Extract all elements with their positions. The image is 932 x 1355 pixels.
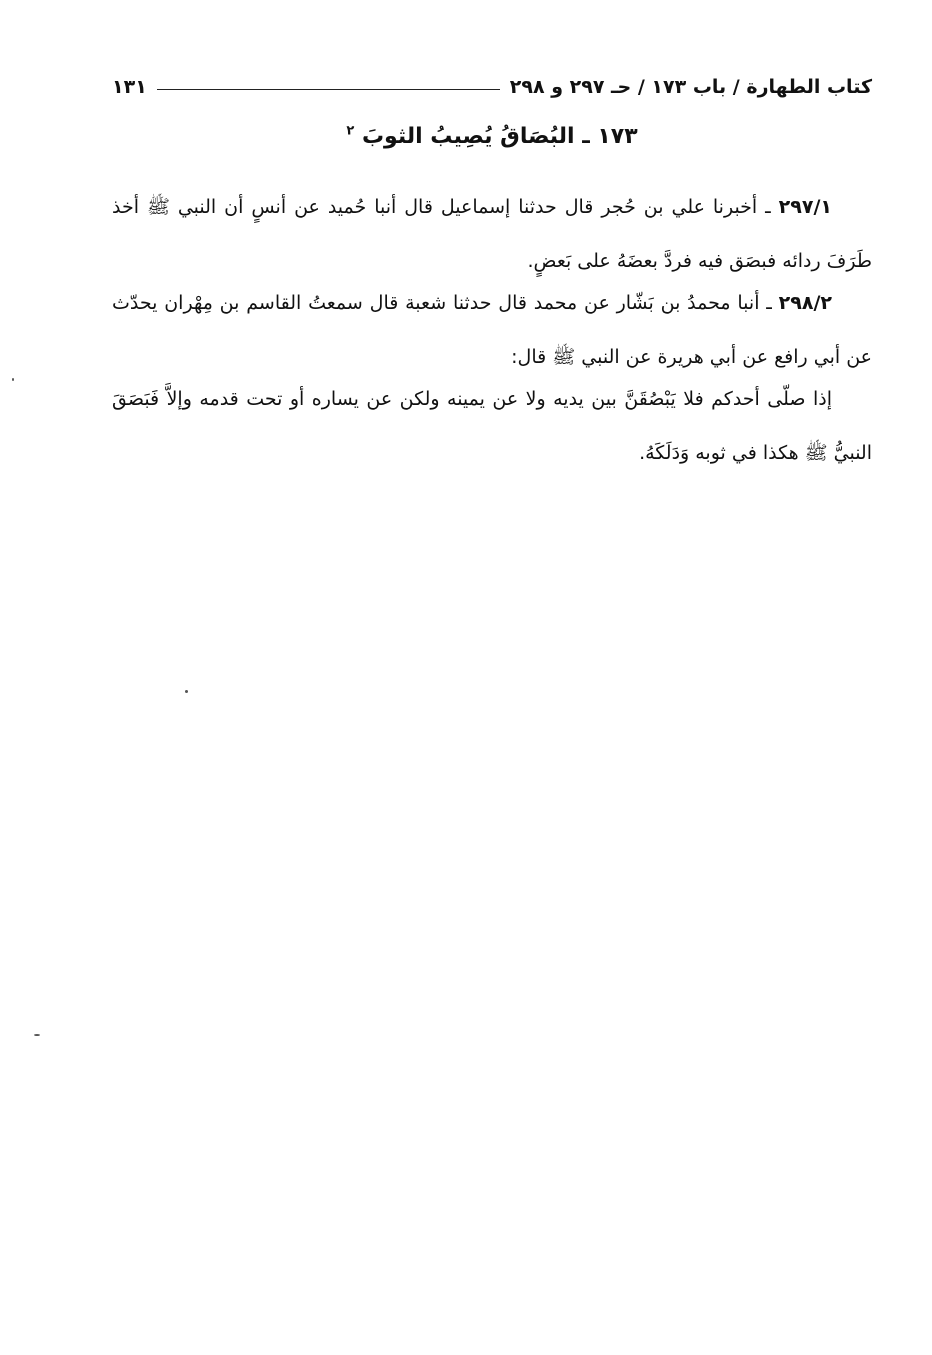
hadith-text: ـ أخبرنا علي بن حُجر قال حدثنا إسماعيل قال أنبا حُميد عن أنسٍ أن النبي ﷺ أخذ طَرَفَ ردائه فبصَق فيه فردَّ بعضَهُ على بَعضٍ. bbox=[112, 196, 872, 272]
scan-speck bbox=[185, 690, 188, 693]
running-header-title: كتاب الطهارة / باب ١٧٣ / حـ ٢٩٧ و ٢٩٨ bbox=[509, 76, 872, 98]
page-number: ١٣١ bbox=[112, 76, 147, 98]
scan-speck bbox=[12, 378, 14, 381]
chapter-heading bbox=[112, 120, 872, 154]
header-rule bbox=[157, 89, 500, 90]
hadith-number: ٢٩٧/١ bbox=[778, 196, 832, 218]
running-header bbox=[112, 70, 872, 104]
hadith-paragraph-297 bbox=[112, 180, 872, 288]
footnote-marker: ٢ bbox=[346, 123, 355, 139]
hadith-paragraph-298 bbox=[112, 276, 872, 384]
chapter-title: ١٧٣ ـ البُصَاقُ يُصِيبُ الثوبَ bbox=[361, 124, 638, 149]
hadith-quote-paragraph bbox=[112, 372, 872, 480]
hadith-text: إذا صلّى أحدكم فلا يَبْصُقَنَّ بين يديه ولا عن يمينه ولكن عن يساره أو تحت قدمه وإلاَّ فَبَصَقَ النبيُّ ﷺ هكذا في ثوبه وَدَلَكَهُ. bbox=[112, 388, 872, 464]
hadith-number: ٢٩٨/٢ bbox=[778, 292, 832, 314]
hadith-text: ـ أنبا محمدُ بن بَشّار عن محمد قال حدثنا شعبة قال سمعتُ القاسم بن مِهْران يحدّث عن أبي رافع عن أبي هريرة عن النبي ﷺ قال: bbox=[112, 292, 872, 368]
scan-speck bbox=[34, 1034, 40, 1036]
